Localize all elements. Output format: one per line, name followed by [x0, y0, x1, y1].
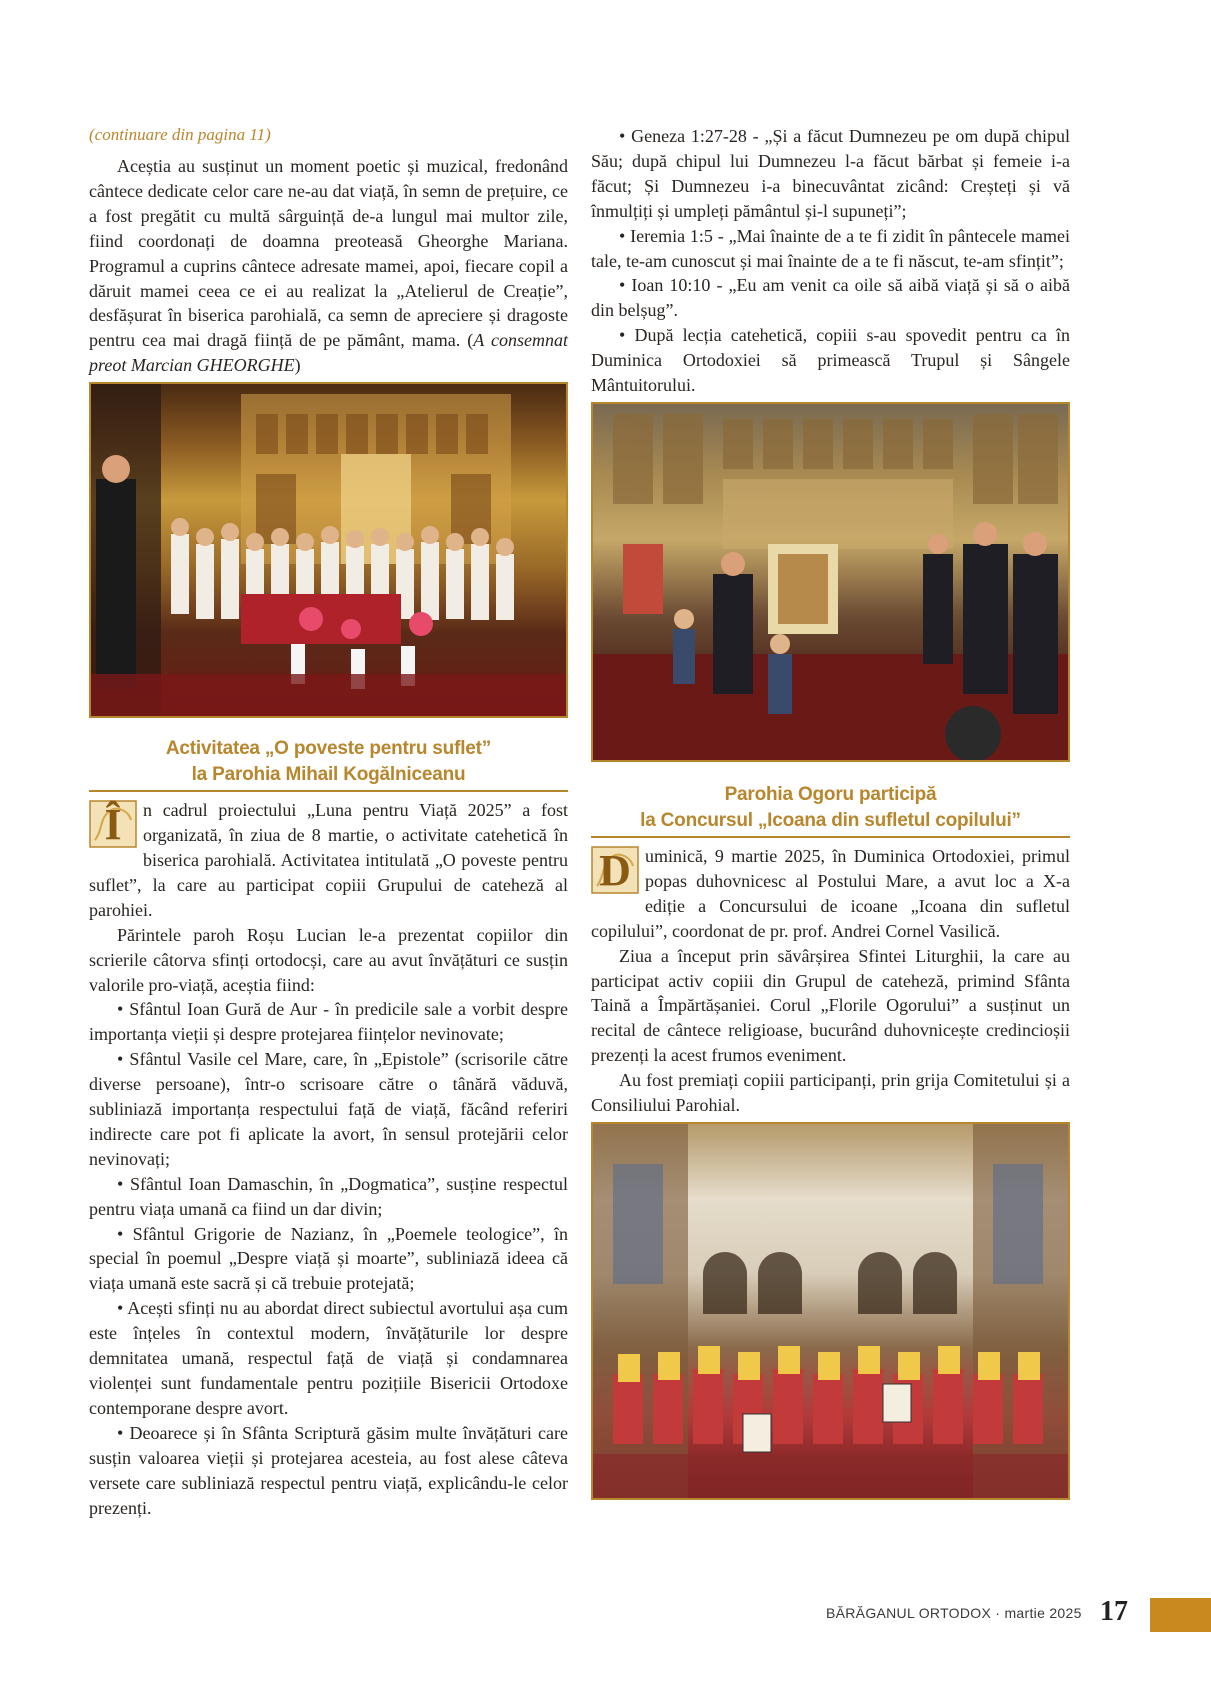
icon-contest-photo-icon — [593, 1124, 1068, 1498]
title-rule — [89, 790, 568, 792]
verse-paragraph: • Ieremia 1:5 - „Mai înainte de a te fi zidit în pântecele mamei tale, te-am cunoscut și mai înainte de a te fi născut, te-am sfințit”; — [591, 225, 1070, 271]
article-paragraph: Părintele paroh Roșu Lucian le-a prezentat copiilor din scrierile câtorva sfinți ortodocși, care au avut învățături ce susțin valorile pro-viață, aceștia fiind: — [89, 924, 568, 995]
footer-accent-bar — [1150, 1598, 1211, 1632]
intro-paragraph — [89, 154, 568, 378]
issue-date: martie 2025 — [1004, 1605, 1082, 1621]
article-title-line2: la Parohia Mihail Kogălniceanu — [191, 764, 466, 786]
article-first-paragraph — [591, 844, 1070, 944]
dropcap-d — [591, 846, 639, 894]
article-paragraph: Au fost premiați copiii participanți, prin grija Comitetului și a Consiliului Parohial. — [591, 1070, 1070, 1116]
article-title-ogoru — [591, 782, 1070, 834]
article-paragraph: • Sfântul Ioan Gură de Aur - în predicile sale a vorbit despre importanța vieții și despre protejarea ființelor nevinovate; — [89, 999, 568, 1045]
photo-confession — [591, 402, 1070, 762]
verse-paragraph: • După lecția catehetică, copiii s-au spovedit pentru ca în Duminica Ortodoxiei să primească Trupul și Sângele Mântuitorului. — [591, 325, 1070, 396]
first-paragraph-text: n cadrul proiectului „Luna pentru Viață 2025” a fost organizată, în ziua de 8 martie, o activitate catehetică în biserica parohială. Activitatea intitulată „O poveste pentru suflet”, la care au participat copiii Grupului de cateheză al parohiei. — [89, 800, 568, 920]
continuation-note: (continuare din pagina 11) — [89, 125, 271, 144]
photo-children-choir — [89, 382, 568, 718]
dropcap-letter: Î — [104, 800, 122, 850]
article-title-line1: Parohia Ogoru participă — [724, 783, 937, 805]
footer-separator: · — [991, 1605, 1005, 1621]
article-paragraph: • Deoarece și în Sfânta Scriptură găsim multe învățături care susțin valoarea vieții și protejarea acesteia, au fost alese câteva versete care subliniază respectul pentru viață, explicându-le celor prezenți. — [89, 1422, 568, 1518]
intro-close: ) — [294, 355, 301, 376]
dropcap-letter: D — [599, 845, 631, 895]
verse-paragraph: • Ioan 10:10 - „Eu am venit ca oile să aibă viață și să o aibă din belșug”. — [591, 275, 1070, 321]
church-confession-photo-icon — [593, 404, 1068, 760]
article-first-paragraph — [89, 798, 568, 923]
article-title-poveste — [89, 736, 568, 788]
publication-name: BĂRĂGANUL ORTODOX — [826, 1605, 992, 1621]
article-paragraph: Ziua a început prin săvârșirea Sfintei Liturghii, la care au participat activ copiii din Grupul de cateheză, primind Sfânta Taină a Împărtășaniei. Corul „Florile Ogorului” a susținut un recital de cântece religioase, bucurând duhovnicește credincioșii prezenți la acest frumos eveniment. — [591, 945, 1070, 1066]
intro-text: Aceștia au susținut un moment poetic și muzical, fredonând cântece dedicate celor care ne-au dat viață, în semn de prețuire, ce a fost pregătit cu multă sârguință de-a lungul mai multor zile, fiind coordonați de doamna preoteasă Gheorghe Mariana. Programul a cuprins cântece adresate mamei, apoi, fiecare copil a dăruit mamei ceea ce ei au realizat la „Atelierul de Creație”, desfășurat în biserica parohială, ca semn de apreciere și dragoste pentru cea mai dragă ființă de pe pământ, mama. ( — [89, 156, 568, 351]
article-paragraph: • Sfântul Grigorie de Nazianz, în „Poemele teologice”, în special în poemul „Despre viață și moarte”, subliniază ideea că viața umană este sacră și că trebuie protejată; — [89, 1223, 568, 1294]
left-column — [89, 124, 568, 1520]
title-rule — [591, 836, 1070, 838]
dropcap-i — [89, 800, 137, 848]
photo-icon-contest — [591, 1122, 1070, 1500]
page-number: 17 — [1100, 1596, 1128, 1627]
article-title-line2: la Concursul „Icoana din sufletul copilului” — [640, 809, 1021, 831]
footer-publication — [826, 1605, 1082, 1621]
verse-paragraph: • Geneza 1:27-28 - „Și a făcut Dumnezeu pe om după chipul Său; după chipul lui Dumnezeu l-a făcut bărbat și femeie i-a făcut; Și Dumnezeu i-a binecuvântat zicând: Creșteți și vă înmulțiți și umpleți pământul și-l supuneți”; — [591, 126, 1070, 221]
article-paragraph: • Acești sfinți nu au abordat direct subiectul avortului așa cum este înțeles în contextul modern, învățăturile lor despre demnitatea umană, respectul față de viață și condamnarea violenței sunt fundamentale pentru pozițiile Bisericii Ortodoxe contemporane despre avort. — [89, 1298, 568, 1418]
first-paragraph-text: uminică, 9 martie 2025, în Duminica Ortodoxiei, primul popas duhovnicesc al Postului Mare, a avut loc a X-a ediție a Concursului de icoane „Icoana din sufletul copilului”, coordonat de pr. prof. Andrei Cornel Vasilică. — [591, 845, 1070, 941]
intro-attribution: A consemnat preot Marcian GHEORGHE — [89, 330, 569, 376]
article-paragraph: • Sfântul Vasile cel Mare, care, în „Epistole” (scrisorile către diverse persoane), într-o scrisoare către o tânără văduvă, subliniază importanța respectului față de viață, făcând referiri indirecte care pot fi aplicate la avort, în sensul protejării celor nevinovați; — [89, 1049, 568, 1169]
article-paragraph: • Sfântul Ioan Damaschin, în „Dogmatica”, susține respectul pentru viața umană ca fiind un dar divin; — [89, 1173, 568, 1219]
article-title-line1: Activitatea „O poveste pentru suflet” — [165, 738, 492, 760]
church-children-photo-icon — [91, 384, 566, 716]
right-column — [591, 124, 1070, 1500]
